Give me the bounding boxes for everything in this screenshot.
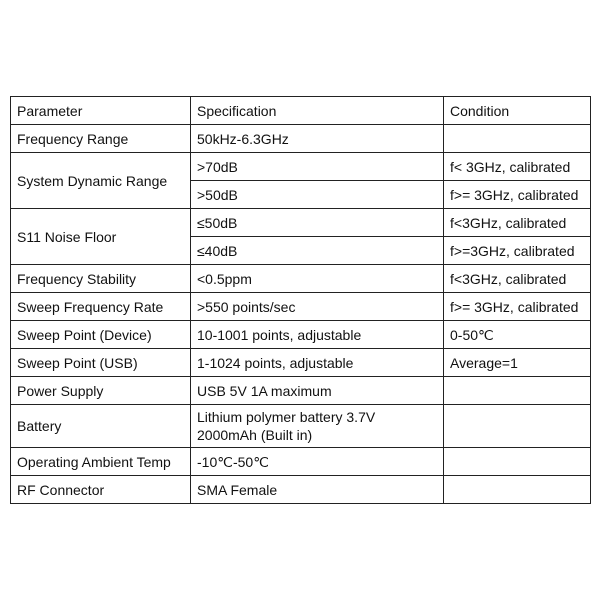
specification-cell: ≤50dB [191, 209, 444, 237]
table-row [11, 293, 591, 321]
parameter-cell: Frequency Stability [11, 265, 191, 293]
condition-cell: f<3GHz, calibrated [444, 209, 591, 237]
parameter-cell: Sweep Point (USB) [11, 349, 191, 377]
table-row [11, 349, 591, 377]
condition-cell [444, 125, 591, 153]
specification-table [10, 96, 591, 504]
table-row [11, 321, 591, 349]
specification-cell: SMA Female [191, 476, 444, 504]
condition-cell: 0-50℃ [444, 321, 591, 349]
table-row [11, 125, 591, 153]
specification-cell: USB 5V 1A maximum [191, 377, 444, 405]
condition-cell: f>= 3GHz, calibrated [444, 181, 591, 209]
parameter-cell: Operating Ambient Temp [11, 448, 191, 476]
column-header-specification: Specification [191, 97, 444, 125]
parameter-cell: Sweep Frequency Rate [11, 293, 191, 321]
table-row [11, 476, 591, 504]
specification-cell: 50kHz-6.3GHz [191, 125, 444, 153]
condition-cell [444, 377, 591, 405]
parameter-cell: Battery [11, 405, 191, 448]
specification-cell: Lithium polymer battery 3.7V 2000mAh (Built in) [191, 405, 444, 448]
specification-cell: <0.5ppm [191, 265, 444, 293]
specification-cell: >70dB [191, 153, 444, 181]
condition-cell: f<3GHz, calibrated [444, 265, 591, 293]
parameter-cell: System Dynamic Range [11, 153, 191, 209]
condition-cell: Average=1 [444, 349, 591, 377]
column-header-condition: Condition [444, 97, 591, 125]
condition-cell [444, 476, 591, 504]
specification-cell: ≤40dB [191, 237, 444, 265]
specification-cell: >550 points/sec [191, 293, 444, 321]
table-row [11, 377, 591, 405]
specification-cell: >50dB [191, 181, 444, 209]
table-row [11, 405, 591, 448]
parameter-cell: S11 Noise Floor [11, 209, 191, 265]
condition-cell: f>=3GHz, calibrated [444, 237, 591, 265]
specification-cell: 10-1001 points, adjustable [191, 321, 444, 349]
table-row [11, 209, 591, 237]
specification-cell: 1-1024 points, adjustable [191, 349, 444, 377]
condition-cell [444, 448, 591, 476]
parameter-cell: Power Supply [11, 377, 191, 405]
table-header-row [11, 97, 591, 125]
table-row [11, 448, 591, 476]
table-row [11, 265, 591, 293]
condition-cell [444, 405, 591, 448]
parameter-cell: Sweep Point (Device) [11, 321, 191, 349]
parameter-cell: Frequency Range [11, 125, 191, 153]
column-header-parameter: Parameter [11, 97, 191, 125]
table-row [11, 153, 591, 181]
specification-cell: -10℃-50℃ [191, 448, 444, 476]
parameter-cell: RF Connector [11, 476, 191, 504]
condition-cell: f< 3GHz, calibrated [444, 153, 591, 181]
condition-cell: f>= 3GHz, calibrated [444, 293, 591, 321]
